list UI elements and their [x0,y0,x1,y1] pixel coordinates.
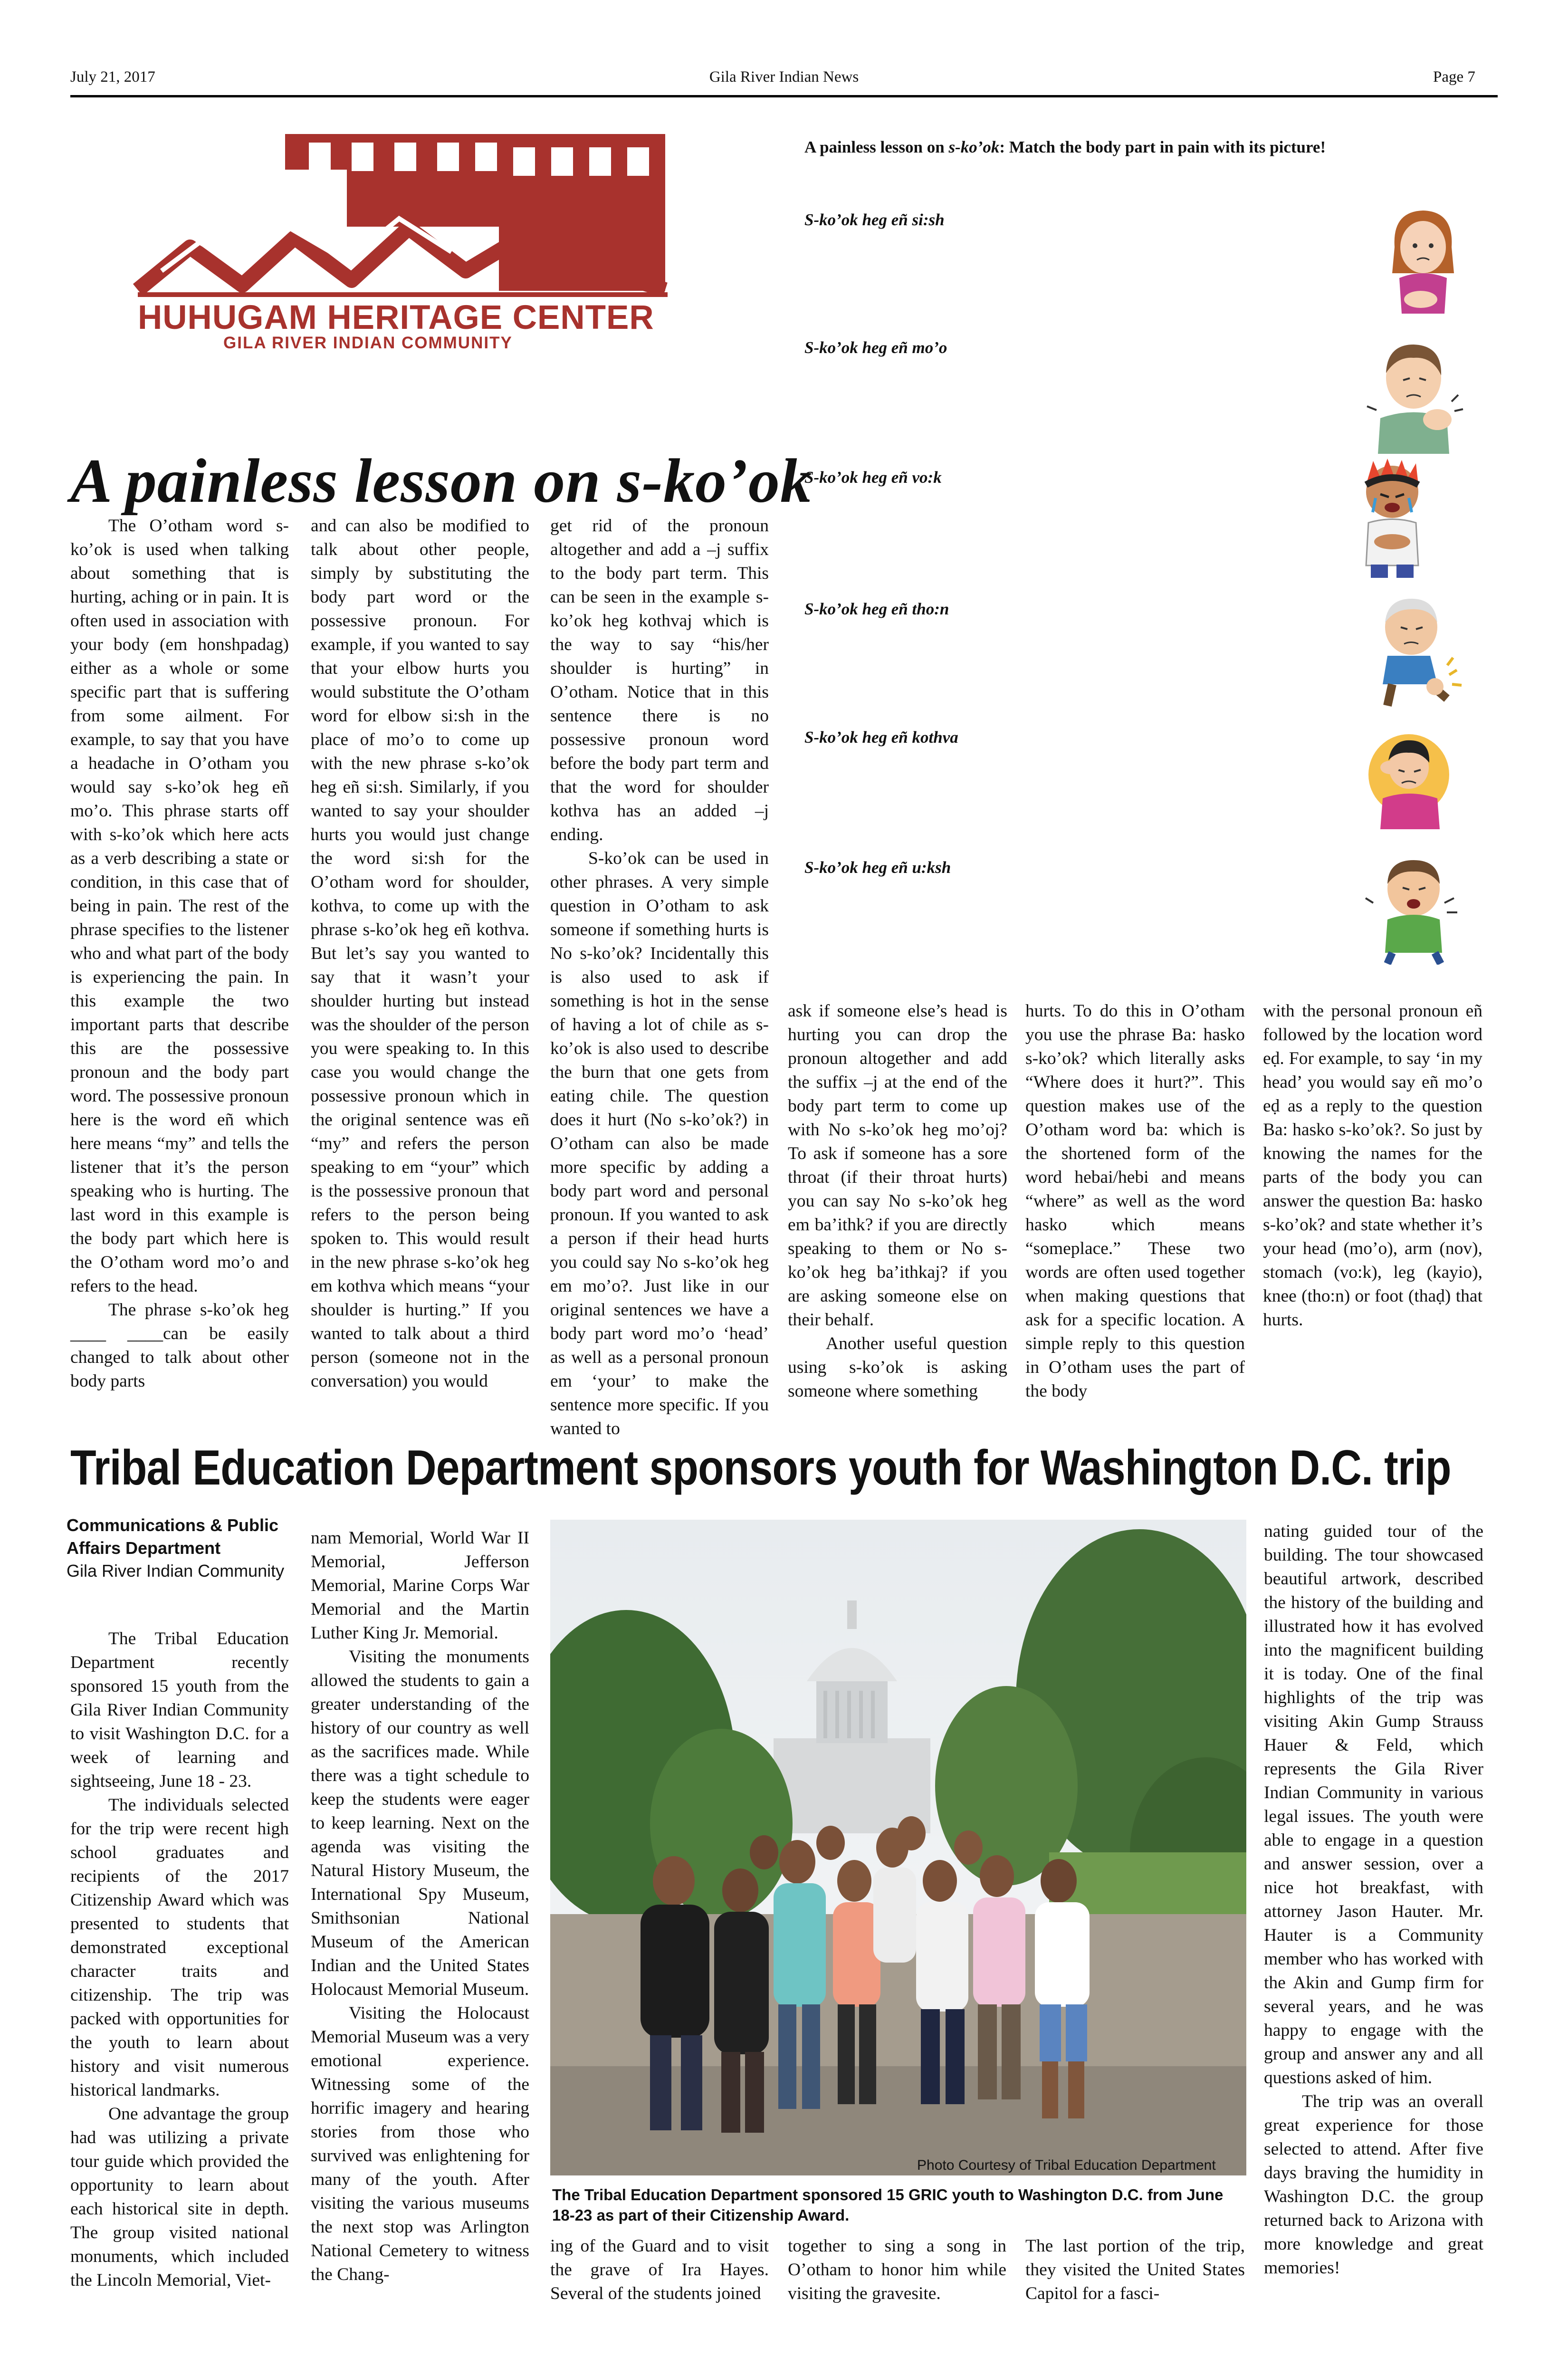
trip-byline [67,1514,295,1582]
quiz-title: A painless lesson on s-ko’ok: Match the body part in pain with its picture! [804,138,1326,156]
trip-col-1-para-1: The Tribal Education Department recently sponsored 15 youth from the Gila River Indian Community to visit Washington D.C. for a week of learning and sightseeing, June 18 - 23. [70,1629,289,1791]
lesson-col-3 [550,514,769,1441]
lesson-col-2 [311,514,529,1393]
byline-organization: Gila River Indian Community [67,1561,285,1581]
headache-icon [1345,722,1473,832]
trip-col-2-para-2: Visiting the monuments allowed the students to gain a greater understanding of the history of our country as well as the sacrifices made. While there was a tight schedule to keep the students were eager to keep learning. Next on the agenda was visiting the Natural History Museum, the International Spy Museum, Smithsonian National Museum of the American Indian and the United States Holocaust Memorial Museum. [311,1647,529,1999]
group-photo-scene [550,1520,1246,2175]
trip-col-6-para-1: nating guided tour of the building. The tour showcased beautiful artwork, described the history of the building and illustrated how it has evolved into the magnificent building it is today. One of the final highlights of the trip was visiting Akin Gump Strauss Hauer & Feld, which represents the Gila River Indian Community in various legal issues. The youth were able to engage in a question and answer session, over a nice hot breakfast, with attorney Jason Hauter. Mr. Hauter is a Community member who has worked with the Akin and Gump firm for several years, and he was happy to engage with the group and answer any and all questions asked of him. [1264,1522,1483,2088]
lesson-col-4-para-2: Another useful question using s-ko’ok is asking someone where something [788,1334,1007,1401]
trip-col-1 [70,1627,289,2292]
quiz-item-elbow: S-ko’ok heg eñ si:sh [804,211,945,229]
page-number: Page 7 [1433,68,1475,86]
shoulder-pain-icon [1361,335,1466,454]
lesson-col-3-para-1: get rid of the pronoun altogether and add a –j suffix to the body part term. This can be seen in the example s-ko’ok heg kothvaj which is the way to say “his/her shoulder is hurting” in O’otham. Notice that in this sentence there is no possessive pronoun word before the body part term and that the word for shoulder kothva has an added –j ending. [550,516,769,844]
trip-col-4-para-1: together to sing a song in O’otham to honor him while visiting the gravesite. [788,2236,1006,2303]
knee-pain-icon [1359,589,1468,708]
lesson-col-4-para-1: ask if someone else’s head is hurting you can drop the pronoun altogether and add the suffix –j at the end of the body part term to come up with No s-ko’ok heg mo’oj? To ask if someone has a sore throat (if their throat hurts) you can say No s-ko’ok heg em ba’ithk? if you are directly speaking to them or No s-ko’ok heg ba’ithkaj? if you are asking someone else on their behalf. [788,1001,1007,1330]
lesson-col-3-para-2: S-ko’ok can be used in other phrases. A very simple question in O’otham to ask someone if something hurts is No s-ko’ok? Incidentally this is also used to ask if something is hot in the sense of having a lot of chile as s-ko’ok is also used to describe the burn that one gets from eating chile. The question does it hurt (No s-ko’ok?) in O’otham can also be made more specific by adding a body part word and personal pronoun. If you wanted to ask a person if their head hurts you could say No s-ko’ok heg em mo’o?. Just like in our original sentences we have a body part word mo’o ‘head’ as well as a personal pronoun em ‘your’ to make the sentence more specific. If you wanted to [550,849,769,1438]
lesson-headline: A painless lesson on s-ko’ok [70,446,812,516]
trip-col-5 [1025,2234,1245,2306]
trip-col-4 [788,2234,1006,2306]
header-rule [70,95,1498,97]
lesson-col-6-para-1: with the personal pronoun eñ followed by the location word eḍ. For example, to say ‘in my head’ you would say eñ mo’o eḍ as a reply to the question Ba: hasko s-ko’ok?. So just by knowing the names for the parts of the body you can answer the question Ba: hasko s-ko’ok? and state whether it’s your head (mo’o), arm (nov), stomach (vo:k), leg (kayio), knee (tho:n) or foot (thaḍ) that hurts. [1263,1001,1482,1330]
quiz-item-knee: S-ko’ok heg eñ tho:n [804,600,949,618]
trip-col-5-para-1: The last portion of the trip, they visited the United States Capitol for a fasci- [1025,2236,1245,2303]
quiz-item-stomach: S-ko’ok heg eñ vo:k [804,468,942,487]
lesson-col-2-para-1: and can also be modified to talk about other people, simply by substituting the body part word or the possessive pronoun. For example, if you wanted to say that your elbow hurts you would substitute the O’otham word for elbow si:sh in the place of mo’o to come up with the new phrase s-ko’ok heg eñ si:sh. Similarly, if you wanted to say your shoulder hurts you would just change the word si:sh for the O’otham word for shoulder, kothva, to come up with the phrase s-ko’ok heg eñ kothva. But let’s say you wanted to say that it wasn’t your shoulder hurting but instead was the shoulder of the person you were speaking to. In this case you would change the possessive pronoun which in the original sentence was eñ “my” and refers the person speaking to em “your” which is the possessive pronoun that refers to the person being spoken to. This would result in the new phrase s-ko’ok heg em kothva which means “your shoulder is hurting.” If you wanted to talk about a third person (someone not in the conversation) you would [311,516,529,1391]
lesson-col-1-para-2: The phrase s-ko’ok heg ____ ____can be easily changed to talk about other body parts [70,1300,289,1391]
lesson-col-4 [788,999,1007,1403]
trip-col-6 [1264,1520,1483,2280]
quiz-item-shoulder: S-ko’ok heg eñ kothva [804,728,958,747]
huhugam-logo [133,128,732,352]
lesson-col-5 [1025,999,1245,1403]
lesson-col-1 [70,514,289,1393]
logo-subtitle: GILA RIVER INDIAN COMMUNITY [223,334,513,352]
trip-col-1-para-3: One advantage the group had was utilizing a private tour guide which provided the opportunity to learn about each historical site in depth. The group visited national monuments, which included the Lincoln Memorial, Viet- [70,2104,289,2290]
trip-col-2-para-1: nam Memorial, World War II Memorial, Jefferson Memorial, Marine Corps War Memorial and the Martin Luther King Jr. Memorial. [311,1528,529,1643]
back-pain-icon [1359,851,1468,965]
quiz-item-back: S-ko’ok heg eñ u:ksh [804,858,951,877]
group-photo [550,1520,1246,2175]
trip-col-2 [311,1526,529,2287]
elbow-pain-icon [1373,202,1473,316]
trip-headline: Tribal Education Department sponsors youth for Washington D.C. trip [70,1440,1451,1495]
lesson-col-1-para-1: The O’otham word s-ko’ok is used when talking about something that is hurting, aching or in pain. It is often used in association with your body (em honshpadag) either as a whole or some specific part that is suffering from some ailment. For example, to say that you have a headache in O’otham you would say s-ko’ok heg eñ mo’o. This phrase starts off with s-ko’ok which here acts as a verb describing a state or condition, in this case that of being in pain. The rest of the phrase specifies to the listener who and what part of the body is experiencing the pain. In this example the two important parts that describe this are the possessive pronoun and the body part word. The possessive pronoun here is the word eñ which here means “my” and tells the listener that it’s the person speaking who is hurting. The last word in this example is the body part which here is the O’otham word mo’o and refers to the head. [70,516,289,1296]
photo-caption: The Tribal Education Department sponsored 15 GRIC youth to Washington D.C. from June 18-23 as part of their Citizenship Award. [552,2186,1224,2224]
quiz-item-head: S-ko’ok heg eñ mo’o [804,338,947,357]
lesson-col-6 [1263,999,1482,1332]
photo-credit: Photo Courtesy of Tribal Education Department [917,2157,1216,2173]
trip-col-1-para-2: The individuals selected for the trip were recent high school graduates and recipients of the 2017 Citizenship Award which was presented to students that demonstrated exceptional character traits and citizenship. The trip was packed with opportunities for the youth to learn about history and visit numerous historical landmarks. [70,1795,289,2100]
logo-title: HUHUGAM HERITAGE CENTER [138,299,654,336]
trip-col-2-para-3: Visiting the Holocaust Memorial Museum was a very emotional experience. Witnessing some of the horrific imagery and hearing stories from those who survived was enlightening for many of the youth. After visiting the various museums the next stop was Arlington National Cemetery to witness the Chang- [311,2003,529,2284]
trip-col-3-para-1: ing of the Guard and to visit the grave of Ira Hayes. Several of the students joined [550,2236,769,2303]
stomach-pain-icon [1328,456,1456,580]
byline-department: Communications & Public Affairs Department [67,1515,279,1558]
trip-col-6-para-2: The trip was an overall great experience for those selected to attend. After five days braving the humidity in Washington D.C. the group returned back to Arizona with more knowledge and great memories! [1264,2092,1483,2278]
lesson-col-5-para-1: hurts. To do this in O’otham you use the phrase Ba: hasko s-ko’ok? which literally asks “Where does it hurt?”. This question makes use of the O’otham word ba: which is the shortened form of the word hebai/hebi and means “where” as well as the word hasko which means “someplace.” These two words are often used together when making questions that ask for a specific location. A simple reply to this question in O’otham uses the part of the body [1025,1001,1245,1401]
issue-date: July 21, 2017 [70,68,155,86]
newspaper-name: Gila River Indian News [709,68,859,86]
trip-col-3 [550,2234,769,2306]
